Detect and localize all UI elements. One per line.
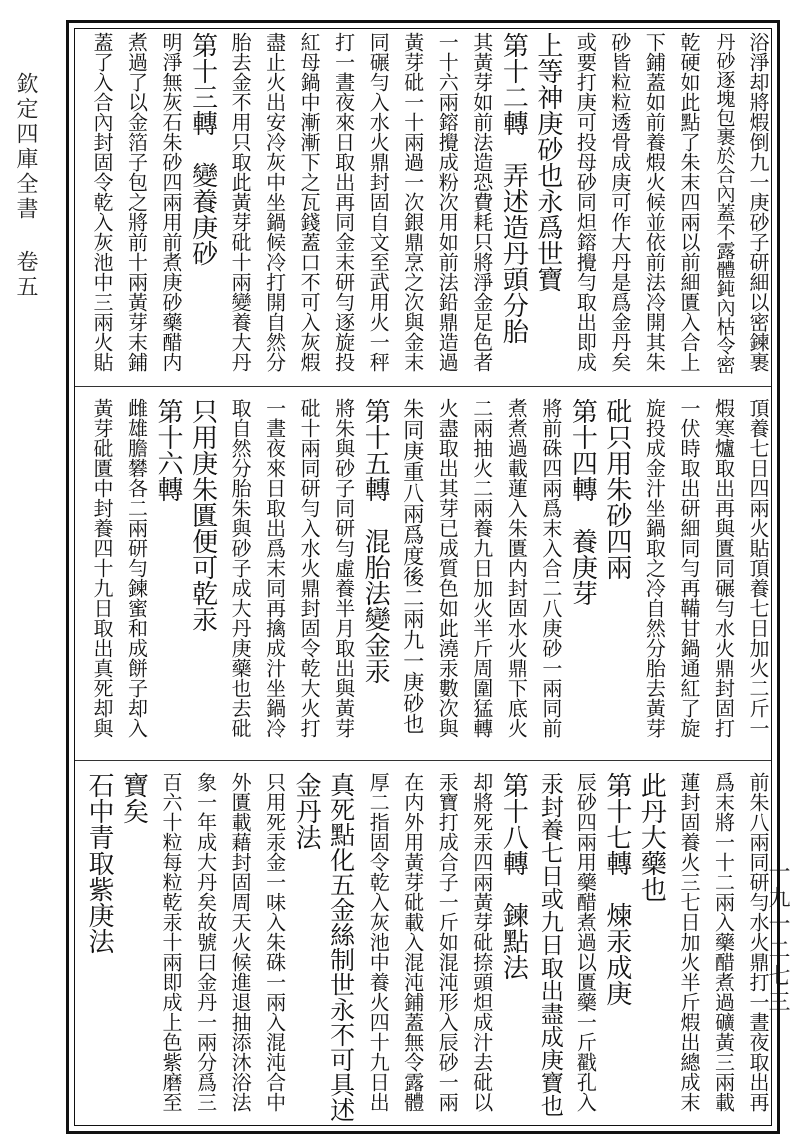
text-column: 第十四轉 養庚芽	[567, 398, 598, 606]
text-column: 二兩抽火二兩養九日加火半斤周圍猛轉	[469, 398, 494, 738]
text-column: 真死點化五金絲制世永不可具述	[326, 772, 356, 1122]
text-column: 砂皆粒粒透骨成庚可作大丹是爲金丹矣	[607, 32, 632, 372]
text-column: 金丹法	[291, 772, 322, 850]
text-column: 同碾勻入水火鼎封固自文至武用火一秤	[366, 32, 391, 372]
text-column: 黃芽砒匱中封養四十九日取出真死却與	[90, 398, 114, 738]
text-column: 一晝夜來日取出爲末同再擒成汁坐鍋冷	[262, 398, 287, 738]
text-column: 第十七轉 煉汞成庚	[601, 772, 632, 1006]
text-column: 其黃芽如前法造恐費耗只將淨金足色者	[469, 32, 494, 372]
text-column: 蓮封固養火三七日加火半斤煆出總成末	[676, 772, 701, 1112]
text-column: 乾硬如此點了朱末四兩以前細匱入合上	[676, 32, 701, 372]
text-column: 蓋了入合內封固令乾入灰池中三兩火貼	[90, 32, 114, 372]
text-column: 第十五轉 混胎法變金汞	[360, 398, 391, 684]
text-column: 浴淨却將煆倒九一庚砂子研細以密鍊裹	[746, 32, 770, 372]
text-column: 外匱載藉封固周天火候進退抽添沐浴法	[228, 772, 253, 1112]
text-column: 只用庚朱匱便可乾汞	[187, 398, 218, 632]
text-column: 黃芽砒一十兩過一次銀鼎烹之次與金末	[400, 32, 425, 372]
text-column: 辰砂四兩用藥醋煮過以匱藥一斤戳孔入	[573, 772, 598, 1112]
text-column: 頂養七日四兩火貼頂養七日加火二斤一	[746, 398, 770, 738]
text-column: 百六十粒每粒乾汞十兩即成上色紫磨至	[159, 772, 184, 1112]
text-column: 象一年成大丹矣故號曰金丹一兩分爲三	[193, 772, 218, 1112]
text-column: 汞封養七日或九日取出盡成庚寶也	[536, 772, 563, 1117]
text-column: 煮煮過載蓮入朱匱内封固水火鼎下底火	[504, 398, 529, 738]
band-divider	[75, 760, 771, 761]
text-column: 第十二轉 弄述造丹頭分胎	[498, 32, 529, 344]
page-number-margin: 一九一二七三	[765, 860, 790, 1016]
text-column: 前朱八兩同研勻水火鼎打一晝夜取出再	[746, 772, 770, 1112]
text-column: 煮過了以金箔子包之將前十兩黃芽末鋪	[124, 32, 149, 372]
text-column: 一伏時取出研細同勻再鞴甘鍋通紅了旋	[676, 398, 701, 738]
text-band-middle	[80, 398, 768, 748]
text-column: 旋投成金汁坐鍋取之冷自然分胎去黃芽	[642, 398, 667, 738]
text-column: 下鋪蓋如前養煆火候並依前法冷開其朱	[642, 32, 667, 372]
text-column: 煆寒爐取出再與匱同碾勻水火鼎封固打	[711, 398, 736, 738]
text-column: 第十八轉 鍊點法	[498, 772, 529, 980]
text-column: 在内外用黃芽砒載入混沌鋪蓋無令露體	[400, 772, 425, 1112]
text-column: 上等神庚砂也永爲世寶	[532, 32, 563, 292]
text-band-upper	[80, 32, 768, 377]
text-column: 取自然分胎朱與砂子成大丹庚藥也去砒	[228, 398, 253, 738]
text-column: 丹砂逐塊包裹於合內蓋不露體鈍內枯令密	[713, 32, 736, 374]
text-column: 却將死汞四兩黃芽砒捺頭炟成汁去砒以	[469, 772, 494, 1112]
text-column: 紅母鍋中漸漸下之瓦錢蓋口不可入灰煆	[297, 32, 322, 372]
text-column: 或要打庚可投母砂同炟鎔攪勻取出即成	[573, 32, 598, 372]
text-column: 明淨無灰石朱砂四兩用前煮庚砂藥醋内	[159, 32, 184, 372]
text-column: 打一晝夜來日取出再同金末研勻逐旋投	[331, 32, 356, 372]
text-column: 胎去金不用只取此黃芽砒十兩變養大丹	[228, 32, 253, 372]
text-column: 盡止火出安冷灰中坐鍋候冷打開自然分	[262, 32, 287, 372]
text-column: 火盡取出其芽已成質色如此澆汞數次與	[435, 398, 460, 738]
text-column: 一十六兩鎔攪成粉次用如前法鉛鼎造過	[435, 32, 460, 372]
text-column: 將朱與砂子同研勻虛養半月取出與黃芽	[331, 398, 356, 738]
text-column: 第十六轉	[153, 398, 184, 502]
text-column: 將前硃四兩爲末入合二八庚砂一兩同前	[538, 398, 563, 738]
text-column: 第十三轉 變養庚砂	[187, 32, 218, 266]
text-column: 厚二指固令乾入灰池中養火四十九日出	[366, 772, 391, 1112]
book-title-margin: 欽定四庫全書 卷五	[13, 72, 38, 300]
text-column: 砒十兩同研勻入水火鼎封固令乾大火打	[297, 398, 322, 738]
text-band-lower	[80, 772, 768, 1124]
text-column: 只用死汞金一味入朱硃一兩入混沌合中	[262, 772, 287, 1112]
text-column: 砒只用朱砂四兩	[601, 398, 632, 580]
text-column: 汞寶打成合子一斤如混沌形入辰砂一兩	[435, 772, 460, 1112]
band-divider	[75, 386, 771, 387]
text-column: 石中青取紫庚法	[84, 772, 114, 954]
text-column: 爲末將一十二兩入藥醋煮過礦黃三兩載	[711, 772, 736, 1112]
text-column: 朱同庚重八兩爲度後二兩九一庚砂也	[400, 398, 425, 734]
text-column: 雌雄膽礬各二兩研勻鍊蜜和成餅子却入	[124, 398, 149, 738]
text-column: 此丹大藥也	[636, 772, 667, 902]
text-column: 寶矣	[118, 772, 149, 824]
